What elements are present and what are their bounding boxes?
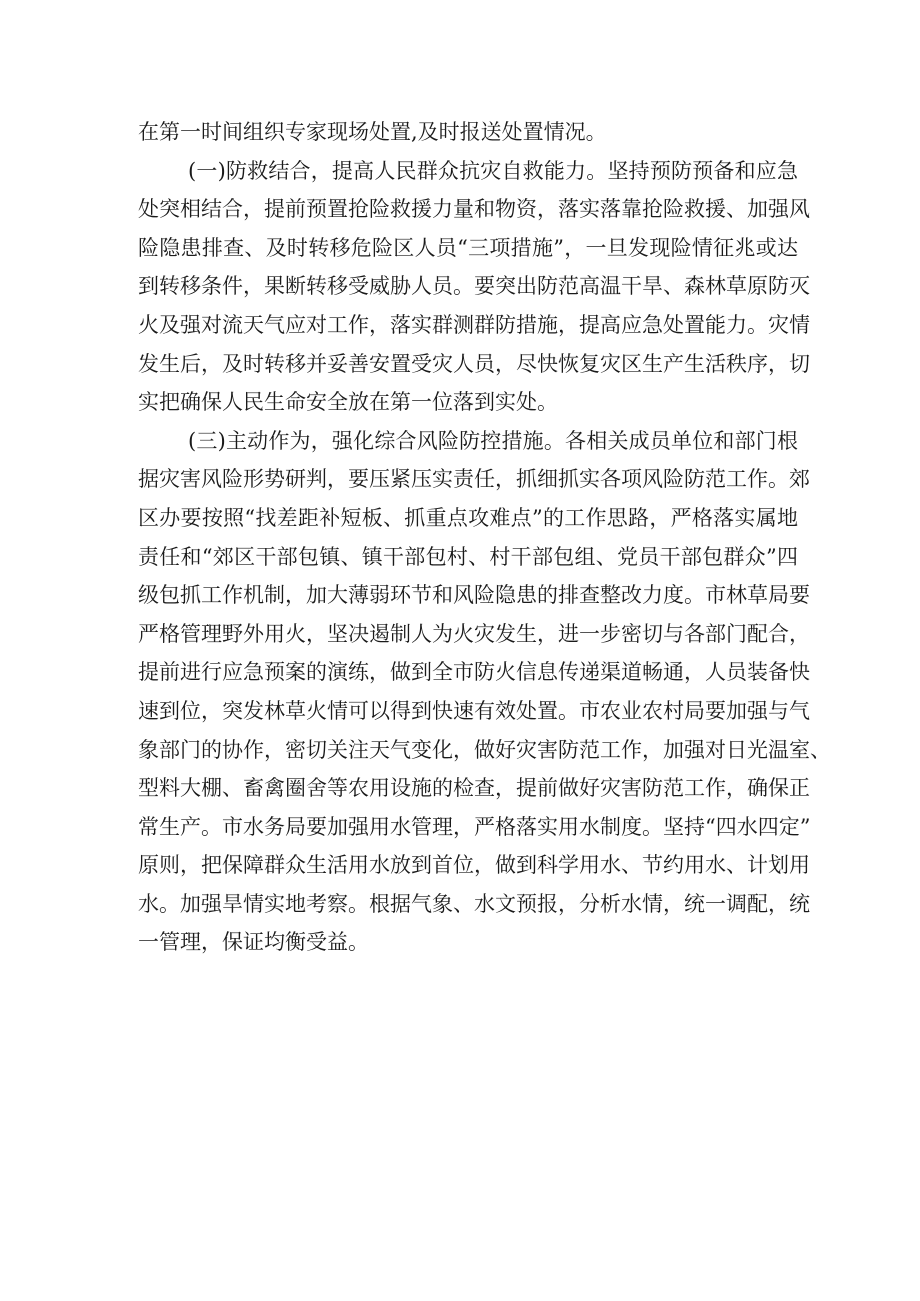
paragraph-heading-line: (三)主动作为，强化综合风险防控措施。各相关成员单位和部门根: [188, 428, 798, 453]
text-line: 级包抓工作机制，加大薄弱环节和风险隐患的排查整改力度。市林草局要: [138, 583, 810, 608]
text-line: 在第一时间组织专家现场处置,及时报送处置情况。: [138, 120, 607, 144]
text-line: 型料大棚、畜禽圈舍等农用设施的检查，提前做好灾害防范工作，确保正: [138, 776, 810, 801]
text-line: 火及强对流天气应对工作，落实群测群防措施，提高应急处置能力。灾情: [138, 312, 810, 337]
document-body: [138, 113, 831, 962]
text-line: 实把确保人民生命安全放在第一位落到实处。: [138, 390, 558, 415]
text-line: 原则，把保障群众生活用水放到首位，做到科学用水、节约用水、计划用: [138, 853, 810, 878]
text-line: 险隐患排查、及时转移危险区人员“三项措施”，一旦发现险情征兆或达: [138, 235, 798, 260]
text-line: 责任和“郊区干部包镇、镇干部包村、村干部包组、党员干部包群众”四: [138, 544, 798, 569]
text-line: 提前进行应急预案的演练，做到全市防火信息传递渠道畅通，人员装备快: [138, 660, 810, 685]
text-line: 严格管理野外用火，坚决遏制人为火灾发生，进一步密切与各部门配合，: [138, 621, 810, 646]
text-line: 到转移条件，果断转移受威胁人员。要突出防范高温干旱、森林草原防灭: [138, 274, 810, 299]
text-line: 水。加强旱情实地考察。根据气象、水文预报，分析水情，统一调配，统: [138, 891, 810, 916]
text-line: 据灾害风险形势研判，要压紧压实责任，抓细抓实各项风险防范工作。郊: [138, 467, 810, 492]
paragraph-heading-line: (一)防救结合，提高人民群众抗灾自救能力。坚持预防预备和应急: [188, 158, 798, 183]
text-line: 处突相结合，提前预置抢险救援力量和物资，落实落靠抢险救援、加强风: [138, 197, 810, 222]
text-line: 一管理，保证均衡受益。: [138, 930, 369, 955]
text-line: 速到位，突发林草火情可以得到快速有效处置。市农业农村局要加强与气: [138, 698, 810, 723]
text-line: 发生后，及时转移并妥善安置受灾人员，尽快恢复灾区生产生活秩序，切: [138, 351, 810, 376]
text-line: 象部门的协作，密切关注天气变化，做好灾害防范工作，加强对日光温室、: [138, 737, 831, 762]
text-line: 常生产。市水务局要加强用水管理，严格落实用水制度。坚持“四水四定”: [138, 814, 811, 839]
text-line: 区办要按照“找差距补短板、抓重点攻难点”的工作思路，严格落实属地: [138, 505, 798, 530]
